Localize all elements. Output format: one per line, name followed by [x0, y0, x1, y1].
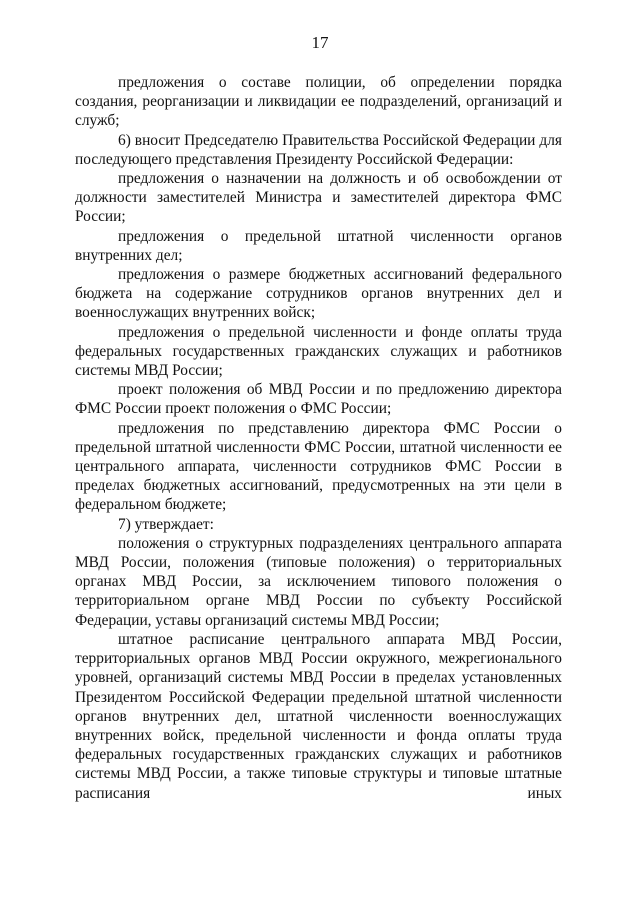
paragraph: положения о структурных подразделениях центрального аппарата МВД России, положения (типовые положения) о территориальных органах МВД России, за исключением типового положения о территориальном органе МВД России по субъекту Российской Федерации, уставы организаций системы МВД России;	[75, 534, 562, 629]
page-number: 17	[311, 33, 329, 52]
paragraph: предложения по представлению директора ФМС России о предельной штатной численности ФМС России, штатной численности ее центрального аппарата, численности сотрудников ФМС России в пределах бюджетных ассигнований, предусмотренных на эти цели в федеральном бюджете;	[75, 419, 562, 514]
paragraph: штатное расписание центрального аппарата МВД России, территориальных органов МВД России окружного, межрегионального уровней, организаций системы МВД России в пределах установленных Президентом Российской Федерации предельной штатной численности органов внутренних дел, штатной численности военнослужащих внутренних войск, предельной численности и фонда оплаты труда федеральных государственных гражданских служащих и работников системы МВД России, а также типовые структуры и типовые штатные расписания иных	[75, 630, 562, 802]
document-body	[75, 73, 562, 803]
paragraph: предложения о предельной численности и фонде оплаты труда федеральных государственных гражданских служащих и работников системы МВД России;	[75, 323, 562, 380]
paragraph: 7) утверждает:	[118, 515, 214, 533]
paragraph: проект положения об МВД России и по предложению директора ФМС России проект положения о ФМС России;	[75, 381, 562, 418]
paragraph: 6) вносит Председателю Правительства Российской Федерации для последующего представления Президенту Российской Федерации:	[75, 131, 562, 168]
paragraph: предложения о предельной штатной численности органов внутренних дел;	[75, 227, 562, 264]
paragraph: предложения о назначении на должность и об освобождении от должности заместителей Министра и заместителей директора ФМС России;	[75, 170, 562, 226]
paragraph: предложения о размере бюджетных ассигнований федерального бюджета на содержание сотрудников органов внутренних дел и военнослужащих внутренних войск;	[75, 266, 562, 322]
paragraph: предложения о составе полиции, об определении порядка создания, реорганизации и ликвидации ее подразделений, организаций и служб;	[75, 74, 562, 130]
